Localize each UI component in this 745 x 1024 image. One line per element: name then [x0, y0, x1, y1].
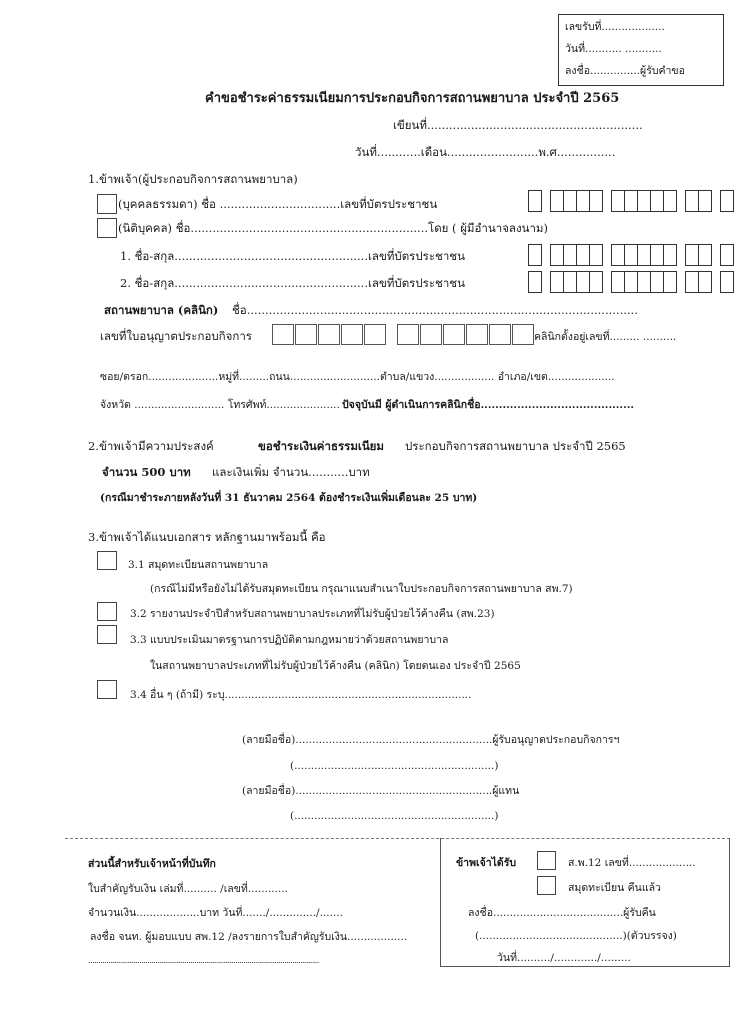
surcharge-field[interactable]: และเงินเพิ่ม จำนวน...........บาท	[212, 465, 370, 479]
receipt-number: เลขรับที่...................	[565, 21, 665, 33]
section3-heading: 3.ข้าพเจ้าได้แนบเอกสาร หลักฐานมาพร้อมนี้ คือ	[88, 530, 326, 544]
clinic-name-field[interactable]: ชื่อ...........................................................................................................	[232, 303, 638, 317]
date-field[interactable]: วันที่............เดือน.........................พ.ศ................	[355, 145, 616, 159]
attachment-3-2-label: 3.2 รายงานประจำปีสำหรับสถานพยาบาลประเภทที่ไม่รับผู้ป่วยไว้ค้างคืน (สพ.23)	[130, 608, 495, 620]
signer1-id-boxes[interactable]	[528, 244, 734, 266]
attachment-3-4-field[interactable]: 3.4 อื่น ๆ (ถ้ามี) ระบุ..........................................................................	[130, 689, 472, 701]
clinic-name-label: สถานพยาบาล (คลินิก)	[104, 303, 219, 317]
natural-person-checkbox[interactable]	[97, 194, 117, 214]
clinic-operator-field[interactable]: ปัจจุบันมี ผู้ดำเนินการคลินิกชื่อ..........................................	[342, 399, 635, 411]
attachment-3-1-note: (กรณีไม่มีหรือยังไม่ได้รับสมุดทะเบียน กรุณาแนบสำเนาใบประกอบกิจการสถานพยาบาล สพ.7)	[150, 583, 573, 595]
fee-amount: จำนวน 500 บาท	[102, 465, 191, 479]
attachment-3-3-cont: ในสถานพยาบาลประเภทที่ไม่รับผู้ป่วยไว้ค้างคืน (คลินิก) โดยตนเอง ประจำปี 2565	[150, 660, 521, 672]
juristic-person-checkbox[interactable]	[97, 218, 117, 238]
attachment-3-4-checkbox[interactable]	[97, 680, 117, 699]
signer2-name-field[interactable]: 2. ชื่อ-สกุล.....................................................เลขที่บัตรประชาชน	[120, 276, 465, 290]
received-sp12-field[interactable]: ส.พ.12 เลขที่....................	[568, 857, 696, 869]
late-payment-note: (กรณีมาชำระภายหลังวันที่ 31 ธันวาคม 2564 ต้องชำระเงินเพิ่มเดือนละ 25 บาท)	[100, 492, 478, 504]
representative-name-field[interactable]: (............................................................)	[290, 810, 499, 822]
section2-heading: 2.ข้าพเจ้ามีความประสงค์	[88, 439, 214, 453]
address-line-field[interactable]: ซอย/ตรอก.....................หมู่ที่.........ถนน...........................ตำบล/แขวง.................. อำเภอ/เขต....................	[100, 371, 615, 383]
purpose-rest: ประกอบกิจการสถานพยาบาล ประจำปี 2565	[405, 439, 626, 453]
receipt-book-field[interactable]: ใบสำคัญรับเงิน เล่มที่.......... /เลขที่............	[88, 883, 288, 895]
form-title: คำขอชำระค่าธรรมเนียมการประกอบกิจการสถานพยาบาล ประจำปี 2565	[205, 91, 620, 106]
received-box-bottom-border	[440, 966, 730, 967]
attachment-3-1-checkbox[interactable]	[97, 551, 117, 570]
section-divider	[65, 838, 730, 839]
officer-dotted-line[interactable]: .................................................................................................................	[88, 956, 319, 965]
receipt-box	[558, 14, 724, 86]
attachment-3-3-checkbox[interactable]	[97, 625, 117, 644]
clinic-address-number-field[interactable]: คลินิกตั้งอยู่เลขที่......... ..........	[534, 331, 677, 343]
section1-heading: 1.ข้าพเจ้า(ผู้ประกอบกิจการสถานพยาบาล)	[88, 172, 298, 186]
officer-section-heading: ส่วนนี้สำหรับเจ้าหน้าที่บันทึก	[88, 858, 216, 870]
licensee-signature-field[interactable]: (ลายมือชื่อ)...........................................................ผู้รับอนุญาตประกอบกิจการฯ	[242, 734, 620, 746]
signer2-id-boxes[interactable]	[528, 271, 734, 293]
received-heading: ข้าพเจ้าได้รับ	[456, 857, 517, 869]
written-at-field[interactable]: เขียนที่...........................................................	[393, 118, 643, 132]
representative-signature-field[interactable]: (ลายมือชื่อ)...........................................................ผู้แทน	[242, 785, 520, 797]
amount-date-field[interactable]: จำนวนเงิน...................บาท วันที่......./............../.......	[88, 907, 343, 919]
receiver-name-field[interactable]: (...........................................)(ตัวบรรจง)	[475, 930, 677, 942]
receiver-signature-field[interactable]: ลงชื่อ.......................................ผู้รับคืน	[468, 907, 656, 919]
receiver-date-field[interactable]: วันที่........../............./.........	[497, 952, 631, 964]
attachment-3-3-label: 3.3 แบบประเมินมาตรฐานการปฏิบัติตามกฎหมายว่าด้วยสถานพยาบาล	[130, 634, 449, 646]
officer-signature-field[interactable]: ลงชื่อ จนท. ผู้มอบแบบ สพ.12 /ลงรายการใบสำคัญรับเงิน..................	[90, 931, 408, 943]
purpose-bold: ขอชำระเงินค่าธรรมเนียม	[258, 439, 385, 453]
signer1-name-field[interactable]: 1. ชื่อ-สกุล.....................................................เลขที่บัตรประชาชน	[120, 249, 465, 263]
license-number-label: เลขที่ใบอนุญาตประกอบกิจการ	[100, 329, 252, 343]
province-phone-field[interactable]: จังหวัด ........................... โทรศัพท์......................	[100, 399, 340, 411]
natural-person-id-boxes[interactable]	[528, 190, 734, 212]
receipt-date: วันที่........... ...........	[565, 43, 662, 55]
natural-person-name-field[interactable]: (บุคคลธรรมดา) ชื่อ .................................เลขที่บัตรประชาชน	[118, 197, 438, 211]
receipt-signer: ลงชื่อ...............ผู้รับคำขอ	[565, 65, 685, 77]
juristic-person-name-field[interactable]: (นิติบุคคล) ชื่อ.................................................................โดย ( ผู้มีอำนาจลงนาม)	[118, 221, 548, 235]
attachment-3-2-checkbox[interactable]	[97, 602, 117, 621]
received-register-checkbox[interactable]	[537, 876, 556, 895]
received-box-left-border	[440, 838, 441, 966]
received-register-label: สมุดทะเบียน คืนแล้ว	[568, 882, 661, 894]
received-box-right-border	[729, 838, 730, 966]
license-number-boxes[interactable]	[271, 324, 534, 345]
received-sp12-checkbox[interactable]	[537, 851, 556, 870]
attachment-3-1-label: 3.1 สมุดทะเบียนสถานพยาบาล	[128, 559, 269, 571]
licensee-name-field[interactable]: (............................................................)	[290, 760, 499, 772]
